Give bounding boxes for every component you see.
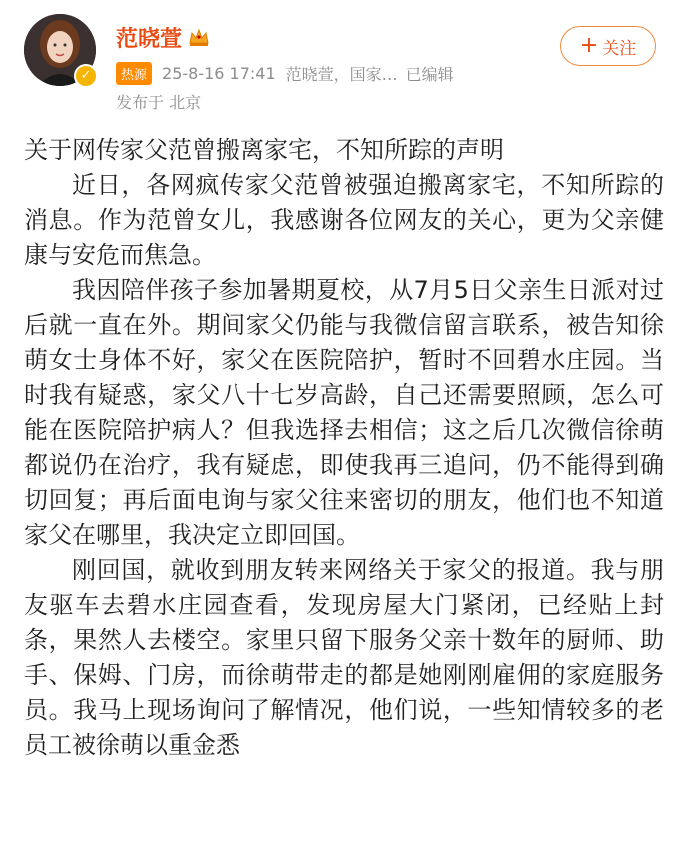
post-header [0,0,680,120]
post-timestamp: 25-8-16 17:41 [162,64,276,83]
post-paragraph: 近日，各网疯传家父范曾被强迫搬离家宅，不知所踪的消息。作为范曾女儿，我感谢各位网友的关心，更为父亲健康与安危而焦急。 [24,171,664,269]
follow-label: 关注 [602,38,637,59]
post-meta [116,62,454,85]
username[interactable]: 范晓萱 [116,26,183,52]
plus-icon: + [579,33,599,58]
crown-icon [188,27,210,47]
name-row [116,22,210,52]
post-source[interactable]: 范晓萱，国家… [285,65,398,84]
edited-label[interactable]: 已编辑 [405,65,454,84]
post-paragraph: 我因陪伴孩子参加暑期夏校，从7月5日父亲生日派对过后就一直在外。期间家父仍能与我微信留言联系，被告知徐萌女士身体不好，家父在医院陪护，暂时不回碧水庄园。当时我有疑惑，家父八十七岁高龄，自己还需要照顾，怎么可能在医院陪护病人？但我选择去相信；这之后几次微信徐萌都说仍在治疗，我有疑虑，即使我再三追问，仍不能得到确切回复；再后面电询与家父往来密切的朋友，他们也不知道家父在哪里，我决定立即回国。 [24,276,664,549]
hot-badge: 热源 [116,62,152,85]
verified-icon: ✓ [74,64,98,88]
post-title: 关于网传家父范曾搬离家宅，不知所踪的声明 [24,136,504,164]
follow-button[interactable] [560,26,656,66]
post-body [24,133,664,763]
post-location: 发布于 北京 [116,93,202,112]
post-paragraph: 刚回国，就收到朋友转来网络关于家父的报道。我与朋友驱车去碧水庄园查看，发现房屋大门紧闭，已经贴上封条，果然人去楼空。家里只留下服务父亲十数年的厨师、助手、保姆、门房，而徐萌带走的都是她刚刚雇佣的家庭服务员。我马上现场询问了解情况，他们说，一些知情较多的老员工被徐萌以重金悉 [24,556,664,759]
